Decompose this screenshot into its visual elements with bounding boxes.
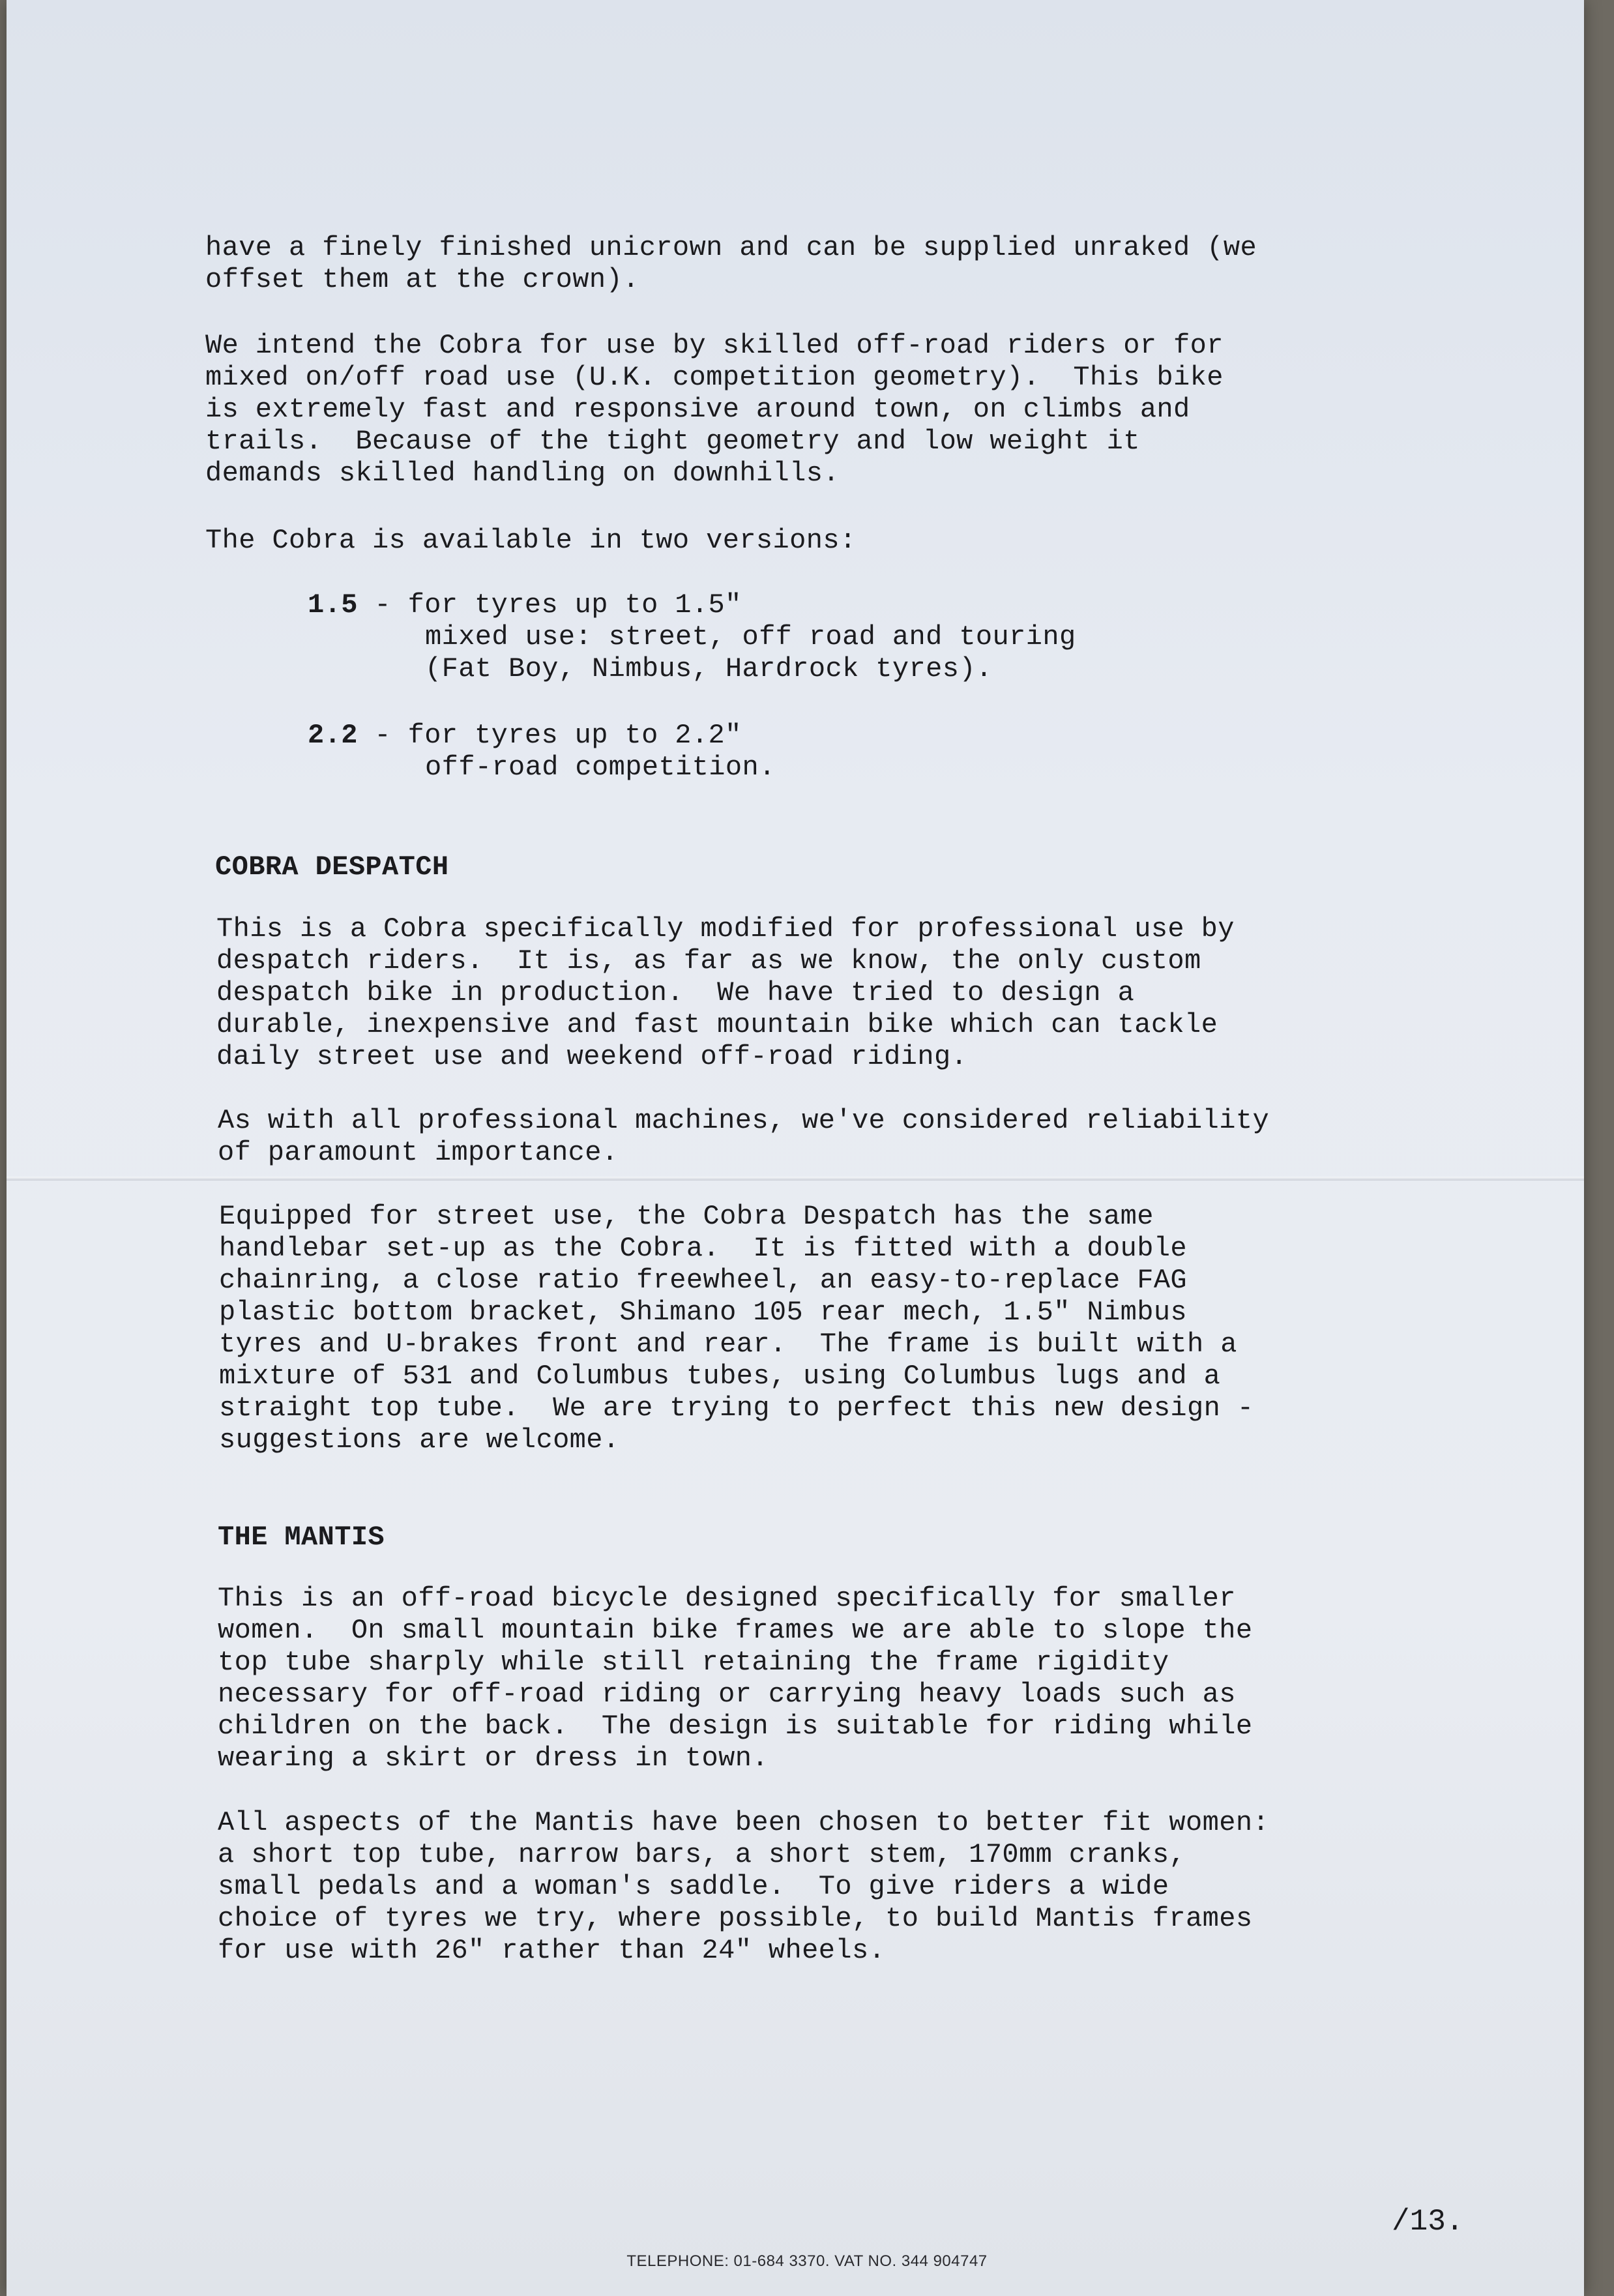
version-2-2-details: off-road competition. [425, 752, 776, 783]
intro-paragraph-1: have a finely finished unicrown and can be supplied unraked (we offset them at the crown). [205, 232, 1257, 295]
version-2-2 [308, 720, 1585, 752]
mantis-paragraph-2: All aspects of the Mantis have been chosen to better fit women: a short top tube, narrow bars, a short stem, 170mm cranks, small pedals and a woman's saddle. To give riders a wide choice of tyres we try, where possible, to build Mantis frames for use with 26" rather than 24" wheels. [218, 1807, 1270, 1966]
despatch-paragraph-3: Equipped for street use, the Cobra Despatch has the same handlebar set-up as the Cobra. It is fitted with a double chainring, a close ratio freewheel, an easy-to-replace FAG plastic bottom bracket, Shimano 105 rear mech, 1.5" Nimbus tyres and U-brakes front and rear. The frame is built with a mixture of 531 and Columbus tubes, using Columbus lugs and a straight top tube. We are trying to perfect this new design - suggestions are welcome. [219, 1201, 1254, 1456]
intro-paragraph-3: The Cobra is available in two versions: [205, 525, 857, 556]
paper-fold-crease [7, 1177, 1584, 1181]
despatch-paragraph-1: This is a Cobra specifically modified for professional use by despatch riders. It is, as far as we know, the only custom despatch bike in production. We have tried to design a durable, inexpensive and fast mountain bike which can tackle daily street use and weekend off-road riding. [216, 913, 1235, 1072]
version-dash: - [357, 589, 408, 621]
version-number: 2.2 [308, 720, 358, 751]
version-dash: - [357, 720, 408, 751]
section-heading-mantis: THE MANTIS [218, 1522, 385, 1553]
despatch-paragraph-2: As with all professional machines, we've considered reliability of paramount importance. [218, 1105, 1270, 1168]
intro-paragraph-2: We intend the Cobra for use by skilled off-road riders or for mixed on/off road use (U.K. competition geometry). This bike is extremely fast and responsive around town, on climbs and trails. Because of the tight geometry and low weight it demands skilled handling on downhills. [205, 330, 1224, 489]
version-number: 1.5 [308, 589, 358, 621]
mantis-paragraph-1: This is an off-road bicycle designed specifically for smaller women. On small mountain bike frames we are able to slope the top tube sharply while still retaining the frame rigidity necessary for off-road riding or carrying heavy loads such as children on the back. The design is suitable for riding while wearing a skirt or dress in town. [218, 1583, 1253, 1774]
letterhead-footer: TELEPHONE: 01-684 3370. VAT NO. 344 904747 [626, 2252, 988, 2270]
version-line-1: for tyres up to 2.2" [407, 720, 742, 751]
page-number: /13. [1392, 2205, 1464, 2239]
version-1-5-details: mixed use: street, off road and touring (Fat Boy, Nimbus, Hardrock tyres). [425, 621, 1076, 684]
section-heading-cobra-despatch: COBRA DESPATCH [215, 851, 449, 883]
version-line-1: for tyres up to 1.5" [407, 589, 742, 621]
version-1-5 [308, 589, 1585, 621]
